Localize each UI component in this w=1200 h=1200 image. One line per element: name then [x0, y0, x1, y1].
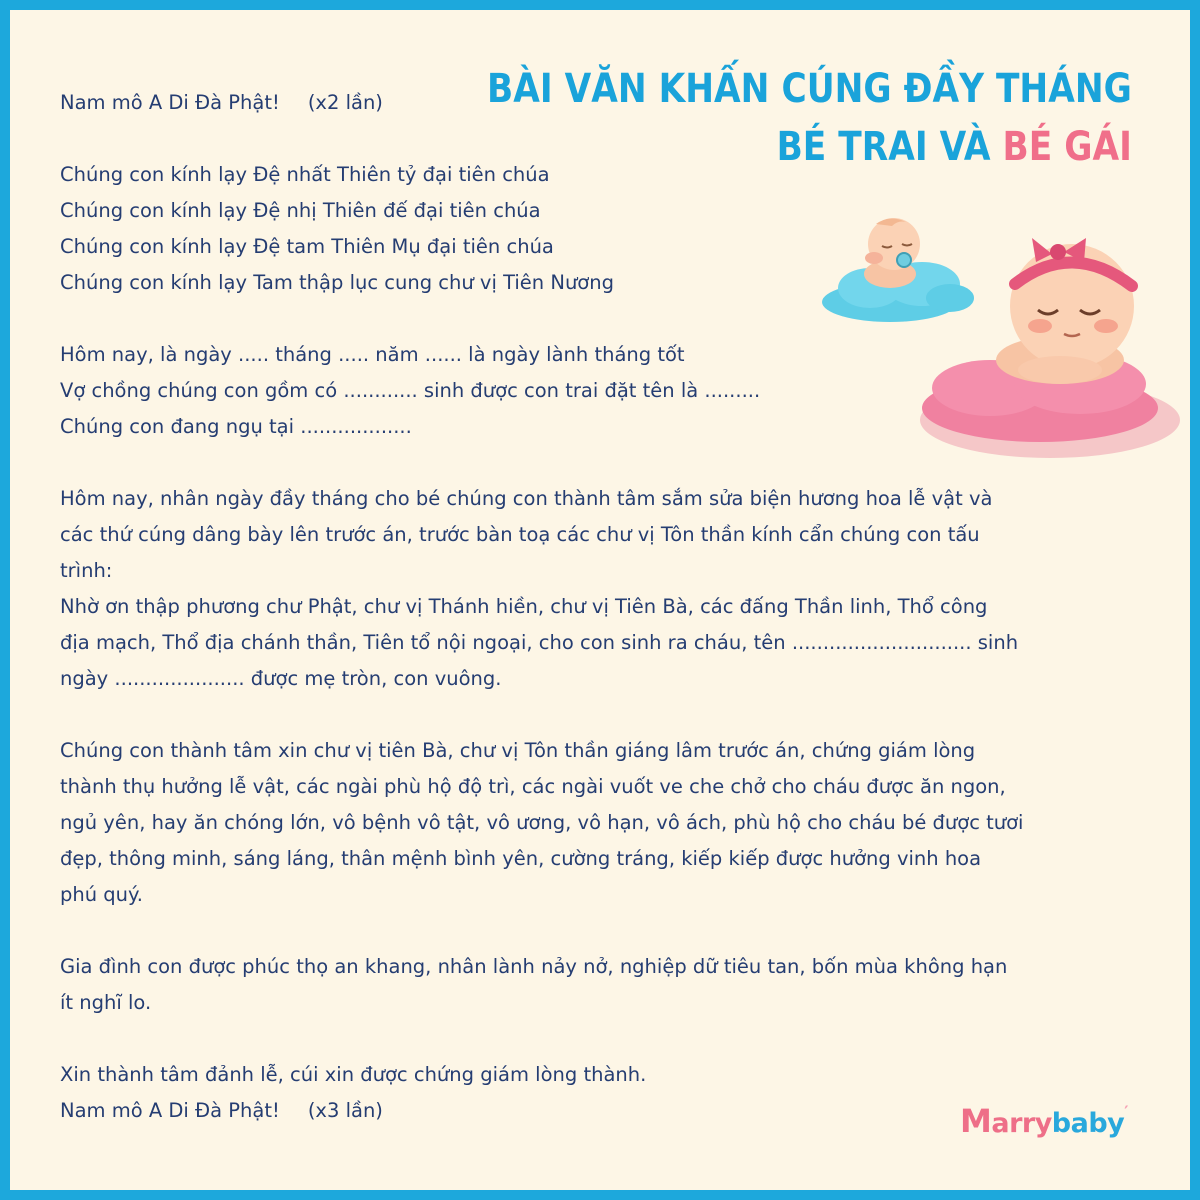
invocation-line: Chúng con kính lạy Tam thập lục cung chư vị Tiên Nương [60, 271, 614, 294]
logo-initial: M [960, 1102, 992, 1140]
invocation-line: Chúng con kính lạy Đệ nhị Thiên đế đại tiên chúa [60, 199, 541, 222]
opening-text: Nam mô A Di Đà Phật! [60, 91, 280, 114]
opening-repeat: (x2 lần) [307, 91, 383, 114]
paragraph-line: Nhờ ơn thập phương chư Phật, chư vị Thánh hiền, chư vị Tiên Bà, các đấng Thần linh, Thổ công [60, 595, 988, 618]
closing-text: Nam mô A Di Đà Phật! [60, 1099, 280, 1122]
paragraph-line: trình: [60, 559, 113, 582]
opening-line [60, 85, 1150, 121]
offering-paragraph [60, 481, 1150, 697]
details-paragraph [60, 337, 1150, 445]
sparkle-icon: ′ [1124, 1102, 1128, 1121]
paragraph-line: Hôm nay, nhân ngày đầy tháng cho bé chúng con thành tâm sắm sửa biện hương hoa lễ vật và [60, 487, 993, 510]
title-line-2-highlight: BÉ GÁI [1002, 124, 1132, 170]
logo-part-1: arry [991, 1108, 1052, 1139]
paragraph-line: đẹp, thông minh, sáng láng, thân mệnh bình yên, cường tráng, kiếp kiếp được hưởng vinh hoa [60, 847, 982, 870]
prayer-text [60, 85, 1150, 1165]
title-line-1: BÀI VĂN KHẤN CÚNG ĐẦY THÁNG [487, 66, 1132, 112]
invocations-paragraph [60, 157, 1150, 301]
paragraph-line: Chúng con thành tâm xin chư vị tiên Bà, chư vị Tôn thần giáng lâm trước án, chứng giám lòng [60, 739, 976, 762]
detail-line: Hôm nay, là ngày ..... tháng ..... năm ...... là ngày lành tháng tốt [60, 343, 685, 366]
paragraph-line: ít nghĩ lo. [60, 991, 152, 1014]
paragraph-line: địa mạch, Thổ địa chánh thần, Tiên tổ nội ngoại, cho con sinh ra cháu, tên ............................. sinh [60, 631, 1019, 654]
logo-part-2: baby [1051, 1108, 1125, 1139]
detail-line: Chúng con đang ngụ tại .................. [60, 415, 412, 438]
marrybaby-logo[interactable] [960, 1102, 1128, 1140]
family-paragraph [60, 949, 1150, 1021]
paragraph-line: Gia đình con được phúc thọ an khang, nhân lành nảy nở, nghiệp dữ tiêu tan, bốn mùa không hạn [60, 955, 1008, 978]
closing-line: Xin thành tâm đảnh lễ, cúi xin được chứng giám lòng thành. [60, 1063, 647, 1086]
invocation-line: Chúng con kính lạy Đệ tam Thiên Mụ đại tiên chúa [60, 235, 554, 258]
blessing-paragraph [60, 733, 1150, 913]
opening-paragraph [60, 85, 1150, 121]
paragraph-line: các thứ cúng dâng bày lên trước án, trước bàn toạ các chư vị Tôn thần kính cẩn chúng con tấu [60, 523, 980, 546]
invocation-line: Chúng con kính lạy Đệ nhất Thiên tỷ đại tiên chúa [60, 163, 550, 186]
paragraph-line: ngủ yên, hay ăn chóng lớn, vô bệnh vô tật, vô ương, vô hạn, vô ách, phù hộ cho cháu bé được tươi [60, 811, 1024, 834]
closing-repeat: (x3 lần) [307, 1099, 383, 1122]
paragraph-line: ngày ..................... được mẹ tròn, con vuông. [60, 667, 502, 690]
paragraph-line: thành thụ hưởng lễ vật, các ngài phù hộ độ trì, các ngài vuốt ve che chở cho cháu được ăn ngon, [60, 775, 1006, 798]
paragraph-line: phú quý. [60, 883, 143, 906]
title-line-2-prefix: BÉ TRAI VÀ [776, 124, 1003, 170]
detail-line: Vợ chồng chúng con gồm có ............ sinh được con trai đặt tên là ......... [60, 379, 761, 402]
